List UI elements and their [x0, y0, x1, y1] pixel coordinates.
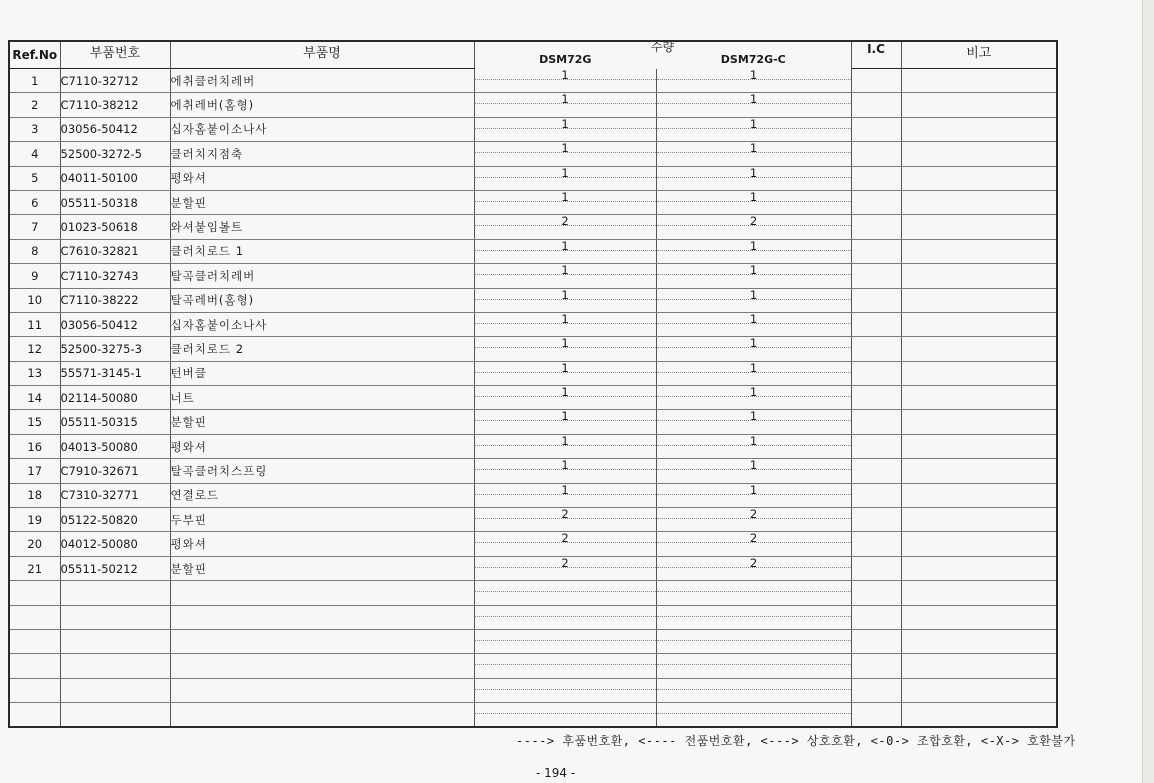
remarks-cell: [901, 142, 1057, 166]
part-number-cell: 04012-50080: [60, 532, 170, 556]
qty-dsm72g-cell: [474, 312, 656, 336]
part-number-cell: C7310-32771: [60, 483, 170, 507]
ic-cell: [851, 532, 901, 556]
remarks-cell: [901, 361, 1057, 385]
part-number-cell: [60, 654, 170, 678]
table-row: [9, 434, 1057, 458]
ref-no-cell: [9, 703, 60, 727]
part-name-cell: 탈곡레버(홈형): [170, 288, 474, 312]
qty-dsm72g-c-cell: [656, 117, 851, 141]
qty-dsm72g-cell: [474, 581, 656, 605]
page-edge: [1142, 0, 1154, 783]
ic-cell: [851, 190, 901, 214]
ref-no-cell: [9, 605, 60, 629]
qty-dsm72g-c-cell: [656, 215, 851, 239]
part-number-cell: 52500-3275-3: [60, 337, 170, 361]
qty-dsm72g-cell: [474, 556, 656, 580]
qty-value: 1: [561, 434, 569, 448]
part-number-cell: 04013-50080: [60, 434, 170, 458]
table-row: [9, 166, 1057, 190]
part-name-cell: 십자홈붙이소나사: [170, 312, 474, 336]
qty-value: 2: [749, 507, 758, 522]
remarks-cell: [901, 629, 1057, 653]
qty-value: 1: [561, 263, 569, 278]
qty-dsm72g-cell: [474, 288, 656, 312]
remarks-cell: [901, 434, 1057, 458]
qty-dsm72g-c-cell: [656, 312, 851, 336]
ic-cell: [851, 166, 901, 190]
part-name-cell: 탈곡클러치스프링: [170, 459, 474, 483]
page-number: - 194 -: [536, 766, 576, 780]
qty-dsm72g-c-cell: [656, 654, 851, 678]
qty-value: 1: [561, 117, 569, 131]
table-header: [9, 41, 1057, 69]
empty-table-row: [9, 605, 1057, 629]
ic-cell: [851, 69, 901, 93]
qty-value: 2: [749, 556, 758, 570]
part-name-cell: [170, 605, 474, 629]
part-name-cell: 턴버클: [170, 361, 474, 385]
part-name-cell: [170, 678, 474, 702]
qty-dsm72g-cell: [474, 215, 656, 239]
ic-cell: [851, 605, 901, 629]
part-name-cell: 십자홈붙이소나사: [170, 117, 474, 141]
header-model-dsm72g-c: DSM72G-C: [720, 53, 786, 66]
ref-no-cell: [9, 581, 60, 605]
table-row: [9, 556, 1057, 580]
qty-dsm72g-cell: [474, 239, 656, 263]
qty-value: 2: [561, 507, 569, 522]
qty-dsm72g-cell: [474, 386, 656, 410]
part-name-cell: [170, 629, 474, 653]
part-name-cell: 클러치로드 1: [170, 239, 474, 263]
qty-dsm72g-cell: [474, 264, 656, 288]
remarks-cell: [901, 581, 1057, 605]
part-name-cell: 평와셔: [170, 532, 474, 556]
qty-value: 1: [749, 361, 758, 375]
qty-value: 1: [561, 409, 569, 424]
qty-value: 1: [561, 92, 569, 107]
qty-value: 1: [561, 68, 569, 82]
qty-value: 1: [749, 92, 758, 107]
interchange-legend: ----> 후품번호환, <---- 전품번호환, <---> 상호호환, <-0-> 조합호환, <-X-> 호환불가: [516, 734, 1076, 748]
qty-dsm72g-c-cell: [656, 703, 851, 727]
ic-cell: [851, 142, 901, 166]
ref-no-cell: 19: [9, 508, 60, 532]
remarks-cell: [901, 239, 1057, 263]
qty-dsm72g-cell: [474, 459, 656, 483]
remarks-cell: [901, 410, 1057, 434]
qty-dsm72g-c-cell: [656, 361, 851, 385]
table-row: [9, 459, 1057, 483]
part-number-cell: [60, 703, 170, 727]
qty-value: 1: [561, 239, 569, 253]
empty-table-row: [9, 629, 1057, 653]
part-number-cell: [60, 629, 170, 653]
ic-cell: [851, 654, 901, 678]
qty-dsm72g-cell: [474, 93, 656, 117]
qty-value: 1: [561, 385, 569, 400]
part-name-cell: 클러치지점축: [170, 142, 474, 166]
qty-value: 1: [561, 166, 569, 180]
part-number-cell: 04011-50100: [60, 166, 170, 190]
qty-dsm72g-cell: [474, 69, 656, 93]
table-row: [9, 532, 1057, 556]
remarks-cell: [901, 508, 1057, 532]
ref-no-cell: 2: [9, 93, 60, 117]
qty-dsm72g-c-cell: [656, 483, 851, 507]
ref-no-cell: [9, 629, 60, 653]
ref-no-cell: 6: [9, 190, 60, 214]
part-name-cell: 에취레버(홈형): [170, 93, 474, 117]
part-name-cell: 분할핀: [170, 190, 474, 214]
qty-value: 1: [749, 141, 758, 156]
part-name-cell: 평와셔: [170, 166, 474, 190]
qty-value: 1: [561, 312, 569, 326]
remarks-cell: [901, 605, 1057, 629]
table-row: [9, 386, 1057, 410]
qty-value: 1: [749, 458, 758, 473]
ic-cell: [851, 288, 901, 312]
remarks-cell: [901, 264, 1057, 288]
remarks-cell: [901, 386, 1057, 410]
header-part-name: 부품명: [170, 41, 474, 69]
ic-cell: [851, 337, 901, 361]
part-number-cell: [60, 605, 170, 629]
table-row: [9, 264, 1057, 288]
qty-dsm72g-c-cell: [656, 629, 851, 653]
part-name-cell: 두부핀: [170, 508, 474, 532]
part-number-cell: C7610-32821: [60, 239, 170, 263]
part-name-cell: 너트: [170, 386, 474, 410]
part-number-cell: C7110-38212: [60, 93, 170, 117]
ic-cell: [851, 264, 901, 288]
ref-no-cell: 12: [9, 337, 60, 361]
remarks-cell: [901, 703, 1057, 727]
qty-value: 1: [749, 312, 758, 326]
ref-no-cell: 15: [9, 410, 60, 434]
qty-value: 1: [749, 288, 758, 302]
ic-cell: [851, 93, 901, 117]
ref-no-cell: 3: [9, 117, 60, 141]
part-number-cell: 52500-3272-5: [60, 142, 170, 166]
qty-value: 1: [749, 190, 758, 204]
qty-dsm72g-cell: [474, 703, 656, 727]
qty-value: 2: [749, 531, 758, 546]
remarks-cell: [901, 556, 1057, 580]
qty-value: 1: [749, 68, 758, 82]
qty-dsm72g-c-cell: [656, 459, 851, 483]
table-row: [9, 142, 1057, 166]
qty-dsm72g-c-cell: [656, 556, 851, 580]
qty-dsm72g-c-cell: [656, 386, 851, 410]
qty-value: 1: [561, 483, 569, 497]
qty-dsm72g-cell: [474, 337, 656, 361]
ref-no-cell: 7: [9, 215, 60, 239]
remarks-cell: [901, 678, 1057, 702]
remarks-cell: [901, 483, 1057, 507]
ic-cell: [851, 629, 901, 653]
remarks-cell: [901, 190, 1057, 214]
ref-no-cell: 10: [9, 288, 60, 312]
header-part-number: 부품번호: [60, 41, 170, 69]
table-row: [9, 483, 1057, 507]
remarks-cell: [901, 312, 1057, 336]
ref-no-cell: 17: [9, 459, 60, 483]
qty-dsm72g-c-cell: [656, 166, 851, 190]
part-name-cell: [170, 581, 474, 605]
part-name-cell: 와셔붙임볼트: [170, 215, 474, 239]
part-number-cell: [60, 581, 170, 605]
qty-value: 1: [749, 409, 758, 424]
qty-value: 1: [749, 483, 758, 497]
remarks-cell: [901, 166, 1057, 190]
ic-cell: [851, 556, 901, 580]
qty-dsm72g-c-cell: [656, 532, 851, 556]
qty-dsm72g-c-cell: [656, 605, 851, 629]
part-number-cell: 03056-50412: [60, 312, 170, 336]
ic-cell: [851, 434, 901, 458]
part-number-cell: 05122-50820: [60, 508, 170, 532]
qty-value: 1: [749, 385, 758, 400]
table-row: [9, 239, 1057, 263]
header-remarks: 비고: [901, 41, 1057, 69]
qty-value: 1: [561, 361, 569, 375]
table-row: [9, 508, 1057, 532]
qty-dsm72g-cell: [474, 483, 656, 507]
table-row: [9, 361, 1057, 385]
qty-value: 2: [561, 556, 569, 570]
table-row: [9, 190, 1057, 214]
remarks-cell: [901, 69, 1057, 93]
part-number-cell: C7110-32712: [60, 69, 170, 93]
part-number-cell: C7110-32743: [60, 264, 170, 288]
remarks-cell: [901, 337, 1057, 361]
ic-cell: [851, 312, 901, 336]
empty-table-row: [9, 678, 1057, 702]
ic-cell: [851, 703, 901, 727]
table-row: [9, 93, 1057, 117]
part-number-cell: 05511-50315: [60, 410, 170, 434]
remarks-cell: [901, 532, 1057, 556]
qty-dsm72g-cell: [474, 654, 656, 678]
empty-table-row: [9, 654, 1057, 678]
qty-dsm72g-c-cell: [656, 190, 851, 214]
ic-cell: [851, 581, 901, 605]
ref-no-cell: [9, 678, 60, 702]
part-number-cell: 02114-50080: [60, 386, 170, 410]
ic-cell: [851, 239, 901, 263]
ref-no-cell: 14: [9, 386, 60, 410]
part-name-cell: 클러치로드 2: [170, 337, 474, 361]
ref-no-cell: [9, 654, 60, 678]
part-number-cell: 03056-50412: [60, 117, 170, 141]
part-number-cell: C7910-32671: [60, 459, 170, 483]
qty-dsm72g-cell: [474, 605, 656, 629]
parts-table: [8, 40, 1058, 728]
qty-dsm72g-cell: [474, 678, 656, 702]
qty-value: 1: [749, 434, 758, 448]
table-row: [9, 117, 1057, 141]
ic-cell: [851, 678, 901, 702]
ic-cell: [851, 215, 901, 239]
table-body: [9, 69, 1057, 728]
qty-dsm72g-c-cell: [656, 434, 851, 458]
table-row: [9, 312, 1057, 336]
qty-dsm72g-c-cell: [656, 264, 851, 288]
remarks-cell: [901, 215, 1057, 239]
qty-value: 1: [561, 190, 569, 204]
qty-dsm72g-c-cell: [656, 69, 851, 93]
part-number-cell: 01023-50618: [60, 215, 170, 239]
qty-dsm72g-c-cell: [656, 678, 851, 702]
part-number-cell: 05511-50212: [60, 556, 170, 580]
part-number-cell: C7110-38222: [60, 288, 170, 312]
qty-dsm72g-c-cell: [656, 410, 851, 434]
header-quantity: [474, 41, 851, 69]
ref-no-cell: 8: [9, 239, 60, 263]
header-quantity-label: 수량: [650, 41, 675, 54]
qty-value: 1: [561, 458, 569, 473]
qty-dsm72g-cell: [474, 190, 656, 214]
qty-dsm72g-c-cell: [656, 581, 851, 605]
qty-dsm72g-c-cell: [656, 93, 851, 117]
remarks-cell: [901, 288, 1057, 312]
qty-value: 2: [561, 531, 569, 546]
part-number-cell: 55571-3145-1: [60, 361, 170, 385]
ref-no-cell: 4: [9, 142, 60, 166]
header-ref-no: Ref.No: [9, 41, 60, 69]
part-name-cell: 분할핀: [170, 556, 474, 580]
empty-table-row: [9, 581, 1057, 605]
qty-value: 1: [749, 336, 758, 351]
qty-dsm72g-cell: [474, 117, 656, 141]
ic-cell: [851, 410, 901, 434]
header-ic: I.C: [851, 41, 901, 69]
part-name-cell: [170, 703, 474, 727]
qty-value: 1: [749, 117, 758, 131]
qty-value: 2: [749, 214, 758, 229]
empty-table-row: [9, 703, 1057, 727]
qty-dsm72g-cell: [474, 629, 656, 653]
ic-cell: [851, 508, 901, 532]
qty-dsm72g-c-cell: [656, 337, 851, 361]
part-name-cell: 에취클러치레버: [170, 69, 474, 93]
ic-cell: [851, 459, 901, 483]
ref-no-cell: 16: [9, 434, 60, 458]
ic-cell: [851, 361, 901, 385]
ref-no-cell: 1: [9, 69, 60, 93]
qty-value: 1: [561, 141, 569, 156]
qty-dsm72g-cell: [474, 142, 656, 166]
qty-dsm72g-c-cell: [656, 142, 851, 166]
table-row: [9, 337, 1057, 361]
ic-cell: [851, 117, 901, 141]
remarks-cell: [901, 93, 1057, 117]
part-number-cell: 05511-50318: [60, 190, 170, 214]
table-row: [9, 288, 1057, 312]
table-row: [9, 215, 1057, 239]
qty-dsm72g-cell: [474, 508, 656, 532]
qty-value: 1: [749, 239, 758, 253]
ref-no-cell: 11: [9, 312, 60, 336]
ref-no-cell: 20: [9, 532, 60, 556]
remarks-cell: [901, 117, 1057, 141]
qty-value: 1: [561, 336, 569, 351]
part-name-cell: 탈곡클러치레버: [170, 264, 474, 288]
qty-dsm72g-cell: [474, 361, 656, 385]
ic-cell: [851, 483, 901, 507]
remarks-cell: [901, 654, 1057, 678]
part-name-cell: 분할핀: [170, 410, 474, 434]
qty-dsm72g-cell: [474, 434, 656, 458]
qty-dsm72g-c-cell: [656, 239, 851, 263]
table-row: [9, 69, 1057, 93]
qty-dsm72g-c-cell: [656, 508, 851, 532]
header-model-dsm72g: DSM72G: [539, 53, 592, 66]
qty-dsm72g-cell: [474, 532, 656, 556]
ic-cell: [851, 386, 901, 410]
qty-value: 1: [561, 288, 569, 302]
part-name-cell: 평와셔: [170, 434, 474, 458]
ref-no-cell: 5: [9, 166, 60, 190]
part-number-cell: [60, 678, 170, 702]
ref-no-cell: 9: [9, 264, 60, 288]
qty-dsm72g-cell: [474, 410, 656, 434]
qty-value: 2: [561, 214, 569, 229]
qty-dsm72g-cell: [474, 166, 656, 190]
ref-no-cell: 18: [9, 483, 60, 507]
table-row: [9, 410, 1057, 434]
qty-value: 1: [749, 263, 758, 278]
qty-dsm72g-c-cell: [656, 288, 851, 312]
ref-no-cell: 13: [9, 361, 60, 385]
qty-value: 1: [749, 166, 758, 180]
ref-no-cell: 21: [9, 556, 60, 580]
remarks-cell: [901, 459, 1057, 483]
part-name-cell: 연결로드: [170, 483, 474, 507]
part-name-cell: [170, 654, 474, 678]
